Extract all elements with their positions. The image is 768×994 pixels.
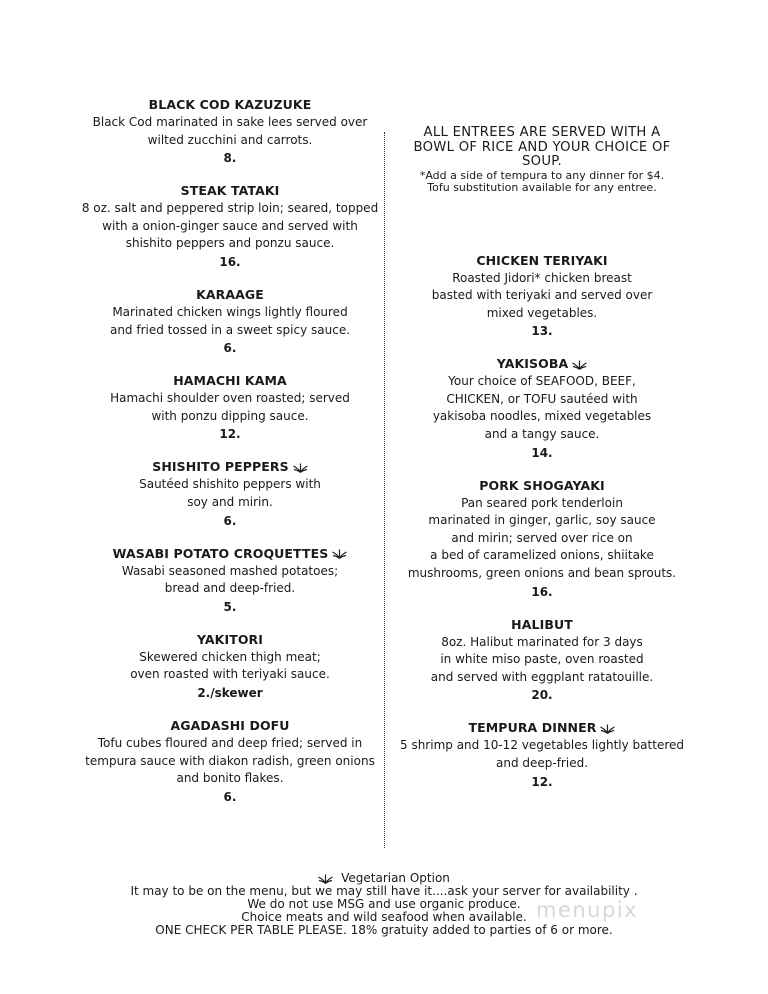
menu-item-name-text: WASABI POTATO CROQUETTES (112, 545, 329, 561)
footer-line: It may to be on the menu, but we may still have it....ask your server for availability . (130, 884, 638, 898)
menu-item (396, 719, 688, 790)
menu-item-description: CHICKEN, or TOFU sautéed with (446, 391, 638, 406)
menu-item (80, 458, 380, 529)
menu-item-name (80, 372, 380, 390)
menu-item (80, 96, 380, 167)
menu-item-description: Wasabi seasoned mashed potatoes; (121, 563, 339, 578)
menu-item-price: 6. (223, 789, 237, 804)
menu-item-name-text: SHISHITO PEPPERS (152, 459, 289, 475)
entree-notice-line: ALL ENTREES ARE SERVED WITH A (423, 125, 661, 140)
menu-item-description: a bed of caramelized onions, shiitake (430, 548, 654, 563)
menu-item-price: 2./skewer (197, 685, 263, 700)
menu-item-description: and mirin; served over rice on (451, 530, 633, 545)
entree-list (396, 252, 688, 791)
footer-line: Choice meats and wild seafood when available. (241, 910, 527, 924)
menu-item-name (80, 96, 380, 114)
watermark-logo: menupix (536, 898, 639, 922)
menu-item-price: 8. (223, 151, 237, 166)
menu-item-description: Pan seared pork tenderloin (461, 495, 623, 510)
menu-item-name (80, 286, 380, 304)
menu-item-name-text: KARAAGE (196, 286, 264, 302)
menu-item-description: Sautéed shishito peppers with (139, 477, 321, 492)
leaf-sprig-icon (318, 874, 333, 884)
menu-item-name-text: HAMACHI KAMA (173, 373, 287, 389)
menu-item-name (80, 717, 380, 735)
menu-item-description: mixed vegetables. (486, 305, 598, 320)
menu-item (80, 545, 380, 616)
menu-item-name-text: BLACK COD KAZUZUKE (148, 97, 312, 112)
entree-notice-line: BOWL OF RICE AND YOUR CHOICE OF (413, 139, 671, 155)
menu-item-name (396, 616, 688, 634)
entree-subnotice-line: Tofu substitution available for any entree. (427, 180, 657, 194)
menu-item-price: 5. (223, 599, 237, 614)
menu-item-description: marinated in ginger, garlic, soy sauce (428, 513, 656, 528)
menu-item (396, 477, 688, 601)
menu-item-name-text: STEAK TATAKI (180, 183, 280, 199)
leaf-sprig-icon (600, 724, 615, 734)
menu-item-name-text: YAKISOBA (496, 356, 569, 372)
menu-item-name (396, 477, 688, 495)
menu-item-name-text: PORK SHOGAYAKI (479, 477, 605, 493)
right-menu-column (396, 126, 688, 806)
entree-notice (396, 126, 688, 194)
menu-item-description: 5 shrimp and 10-12 vegetables lightly battered (400, 738, 684, 753)
menu-item-price: 6. (223, 341, 237, 356)
column-divider (384, 132, 385, 848)
leaf-sprig-icon (572, 360, 587, 370)
menu-item (80, 717, 380, 806)
entree-subnotice-line: *Add a side of tempura to any dinner for $4. (419, 168, 665, 182)
menu-item-name-text: TEMPURA DINNER (468, 720, 597, 736)
menu-item-description: and served with eggplant ratatouille. (430, 669, 654, 684)
menu-item-name (396, 719, 688, 737)
menu-item-description: Your choice of SEAFOOD, BEEF, (448, 374, 636, 389)
menu-item (80, 372, 380, 443)
menu-item-price: 12. (219, 427, 241, 442)
footer-line: We do not use MSG and use organic produce. (247, 897, 521, 911)
vegetarian-legend-label: Vegetarian Option (341, 871, 450, 885)
entree-notice-line: SOUP. (522, 154, 562, 169)
menu-item-name (80, 631, 380, 649)
menu-item-name-text: HALIBUT (511, 616, 573, 632)
menu-item-description: and bonito flakes. (176, 771, 284, 786)
leaf-sprig-icon (332, 549, 347, 559)
menu-item-name (80, 545, 380, 563)
footer-line: ONE CHECK PER TABLE PLEASE. 18% gratuity added to parties of 6 or more. (155, 923, 613, 937)
menu-item-description: 8 oz. salt and peppered strip loin; seared, topped (81, 201, 379, 216)
menu-item-name-text: CHICKEN TERIYAKI (476, 252, 608, 268)
menu-item-description: yakisoba noodles, mixed vegetables (432, 409, 652, 424)
menu-item (396, 252, 688, 341)
menu-item-description: in white miso paste, oven roasted (440, 652, 644, 667)
menu-item-description: Marinated chicken wings lightly floured (112, 304, 348, 319)
menu-item-description: basted with teriyaki and served over (431, 288, 653, 303)
menu-item-description: shishito peppers and ponzu sauce. (125, 236, 335, 251)
menu-item (80, 631, 380, 702)
menu-item-price: 12. (531, 774, 553, 789)
menu-item-description: Tofu cubes floured and deep fried; served in (97, 735, 363, 750)
menu-item-description: wilted zucchini and carrots. (147, 132, 313, 147)
menu-item-description: with ponzu dipping sauce. (151, 408, 309, 423)
leaf-sprig-icon (293, 463, 308, 473)
menu-item (396, 355, 688, 461)
menu-item-price: 20. (531, 688, 553, 703)
menu-item (80, 286, 380, 357)
menu-item (396, 616, 688, 705)
menu-item-description: and fried tossed in a sweet spicy sauce. (109, 322, 351, 337)
menu-item-description: Hamachi shoulder oven roasted; served (110, 391, 350, 406)
menu-item-description: Roasted Jidori* chicken breast (452, 270, 632, 285)
menu-item-description: tempura sauce with diakon radish, green onions (85, 753, 375, 768)
menu-item-name-text: AGADASHI DOFU (170, 717, 290, 733)
menu-item-description: and a tangy sauce. (484, 427, 600, 442)
menu-item-price: 16. (219, 254, 241, 269)
menu-item-price: 6. (223, 513, 237, 528)
menu-item-description: with a onion-ginger sauce and served with (102, 218, 358, 233)
menu-item (80, 182, 380, 271)
menu-item-price: 14. (531, 445, 553, 460)
menu-item-description: mushrooms, green onions and bean sprouts. (407, 566, 677, 581)
menu-item-description: bread and deep-fried. (164, 581, 296, 596)
menu-item-name (396, 252, 688, 270)
menu-item-name (80, 458, 380, 476)
menu-item-name-text: YAKITORI (196, 631, 264, 647)
menu-item-price: 13. (531, 324, 553, 339)
menu-item-description: Skewered chicken thigh meat; (139, 649, 321, 664)
menu-item-name (80, 182, 380, 200)
menu-item-description: 8oz. Halibut marinated for 3 days (441, 634, 643, 649)
left-menu-column (80, 96, 380, 821)
menu-item-description: Black Cod marinated in sake lees served over (92, 115, 368, 129)
menu-item-description: oven roasted with teriyaki sauce. (130, 667, 330, 682)
menu-item-price: 16. (531, 584, 553, 599)
menu-item-description: and deep-fried. (495, 756, 589, 770)
menu-item-name (396, 355, 688, 373)
menu-item-description: soy and mirin. (187, 494, 273, 509)
